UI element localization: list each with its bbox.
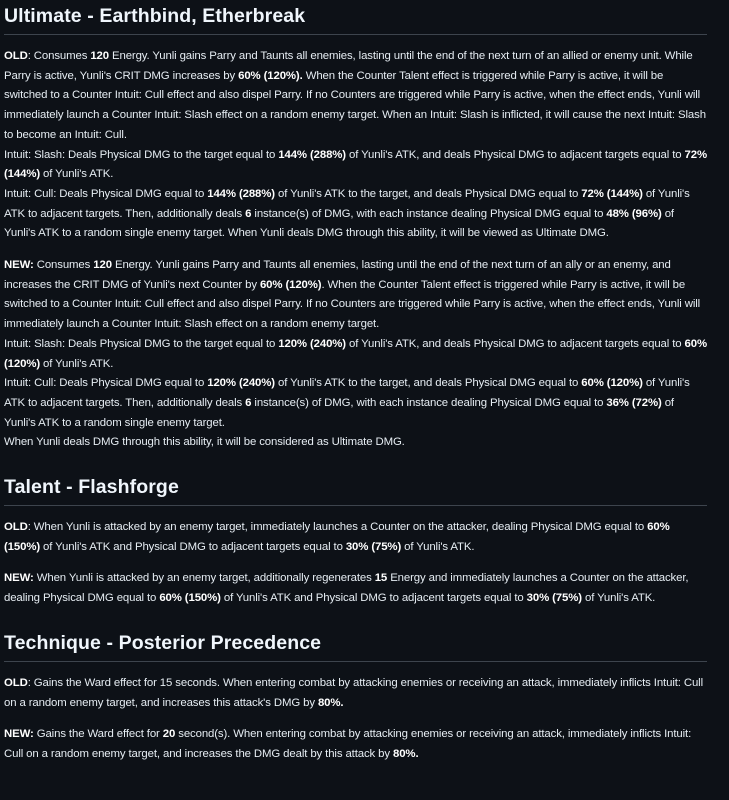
highlighted-value: 36% (72%) [606, 396, 662, 409]
entry-label: NEW: [4, 572, 34, 585]
entry-label: NEW: [4, 259, 34, 272]
highlighted-value: 60% (120%) [259, 278, 322, 291]
entry-line: OLD: Consumes 120 Energy. Yunli gains Parry and Taunts all enemies, lasting until the end of the next turn of an allied or enemy unit. While Parry is active, Yunli's CRIT DMG increases by 60% (120%). When the Counter Talent effect is triggered while Parry is active, it will be switched to a Counter Intuit: Cull effect and also dispel Parry. If no Counters are triggered while Parry is active, when the effect ends, Yunli will immediately launch a Counter Intuit: Slash effect on a random enemy target. When an Intuit: Slash is inflicted, it will cause the next Intuit: Slash to become an Intuit: Cull. [4, 50, 706, 141]
old-entry [4, 674, 707, 713]
highlighted-value: 6 [245, 207, 252, 220]
entry-label: OLD [4, 676, 28, 689]
highlighted-value: 80%. [317, 696, 344, 709]
entry-line: When Yunli deals DMG through this ability, it will be considered as Ultimate DMG. [4, 436, 405, 449]
entry-line: Intuit: Cull: Deals Physical DMG equal to 120% (240%) of Yunli's ATK to the target, and deals Physical DMG equal to 60% (120%) of Yunli's ATK to adjacent targets. Then, additionally deals 6 instance(s) of DMG, with each instance dealing Physical DMG equal to 36% (72%) of Yunli's ATK to a random single enemy target. [4, 377, 690, 429]
highlighted-value: 60% (120%) [4, 337, 707, 370]
entry-line: Intuit: Cull: Deals Physical DMG equal to 144% (288%) of Yunli's ATK to the target, and deals Physical DMG equal to 72% (144%) of Yunli's ATK to adjacent targets. Then, additionally deals 6 instance(s) of DMG, with each instance dealing Physical DMG equal to 48% (96%) of Yunli's ATK to a random single enemy target. When Yunli deals DMG through this ability, it will be viewed as Ultimate DMG. [4, 187, 690, 240]
section-talent [4, 471, 707, 609]
highlighted-value: 60% (120%) [581, 377, 643, 390]
highlighted-value: 60% (120%). [238, 69, 303, 82]
highlighted-value: 144% (288%) [278, 148, 346, 161]
section-title: Talent - Flashforge [4, 471, 707, 506]
entry-line: NEW: Consumes 120 Energy. Yunli gains Parry and Taunts all enemies, lasting until the end of the next turn of an ally or an enemy, and increases the CRIT DMG of Yunli's next Counter by 60% (120%). When the Counter Talent effect is triggered while Parry is active, it will be switched to a Counter Intuit: Cull effect and also dispel Parry. If no Counters are triggered while Parry is active, when the effect ends, Yunli will immediately launch a Counter Intuit: Slash effect on a random enemy target. [4, 259, 701, 331]
section-title: Technique - Posterior Precedence [4, 627, 707, 662]
section-title: Ultimate - Earthbind, Etherbreak [4, 0, 707, 35]
highlighted-value: 120 [90, 50, 109, 62]
entry-label: OLD [4, 521, 28, 534]
entry-line: OLD: Gains the Ward effect for 15 seconds. When entering combat by attacking enemies or receiving an attack, immediately inflicts Intuit: Cull on a random enemy target, and increases this attack's DMG by 80%. [4, 676, 704, 709]
new-entry [4, 256, 707, 453]
new-entry [4, 569, 707, 608]
entry-label: NEW: [4, 728, 34, 741]
entry-line: Intuit: Slash: Deals Physical DMG to the target equal to 120% (240%) of Yunli's ATK, and deals Physical DMG to adjacent targets equal to 60% (120%) of Yunli's ATK. [4, 337, 707, 370]
highlighted-value: 80%. [393, 747, 419, 760]
old-entry [4, 518, 707, 557]
highlighted-value: 30% (75%) [526, 592, 582, 605]
highlighted-value: 15 [374, 572, 388, 585]
highlighted-value: 120% (240%) [207, 377, 275, 390]
highlighted-value: 48% (96%) [606, 207, 662, 220]
highlighted-value: 6 [245, 396, 252, 409]
highlighted-value: 72% (144%) [4, 148, 707, 181]
highlighted-value: 144% (288%) [207, 187, 275, 200]
highlighted-value: 60% (150%) [159, 592, 221, 605]
highlighted-value: 72% (144%) [581, 187, 643, 200]
old-entry [4, 47, 707, 244]
entry-line: NEW: Gains the Ward effect for 20 second(s). When entering combat by attacking enemies or receiving an attack, immediately inflicts Intuit: Cull on a random enemy target, and increases the DMG dealt by this attack by 80%. [4, 728, 692, 760]
section-ultimate [4, 0, 707, 453]
highlighted-value: 20 [162, 728, 176, 741]
highlighted-value: 60% (150%) [4, 521, 670, 553]
new-entry [4, 725, 707, 764]
entry-label: OLD [4, 50, 28, 62]
entry-line: Intuit: Slash: Deals Physical DMG to the target equal to 144% (288%) of Yunli's ATK, and deals Physical DMG to adjacent targets equal to 72% (144%) of Yunli's ATK. [4, 148, 707, 181]
highlighted-value: 120 [93, 259, 112, 272]
section-technique [4, 627, 707, 765]
highlighted-value: 120% (240%) [278, 337, 346, 350]
entry-line: OLD: When Yunli is attacked by an enemy target, immediately launches a Counter on the attacker, dealing Physical DMG equal to 60% (150%) of Yunli's ATK and Physical DMG to adjacent targets equal to 30% (75%) of Yunli's ATK. [4, 521, 670, 553]
entry-line: NEW: When Yunli is attacked by an enemy target, additionally regenerates 15 Energy and immediately launches a Counter on the attacker, dealing Physical DMG equal to 60% (150%) of Yunli's ATK and Physical DMG to adjacent targets equal to 30% (75%) of Yunli's ATK. [4, 572, 689, 605]
highlighted-value: 30% (75%) [345, 540, 402, 553]
